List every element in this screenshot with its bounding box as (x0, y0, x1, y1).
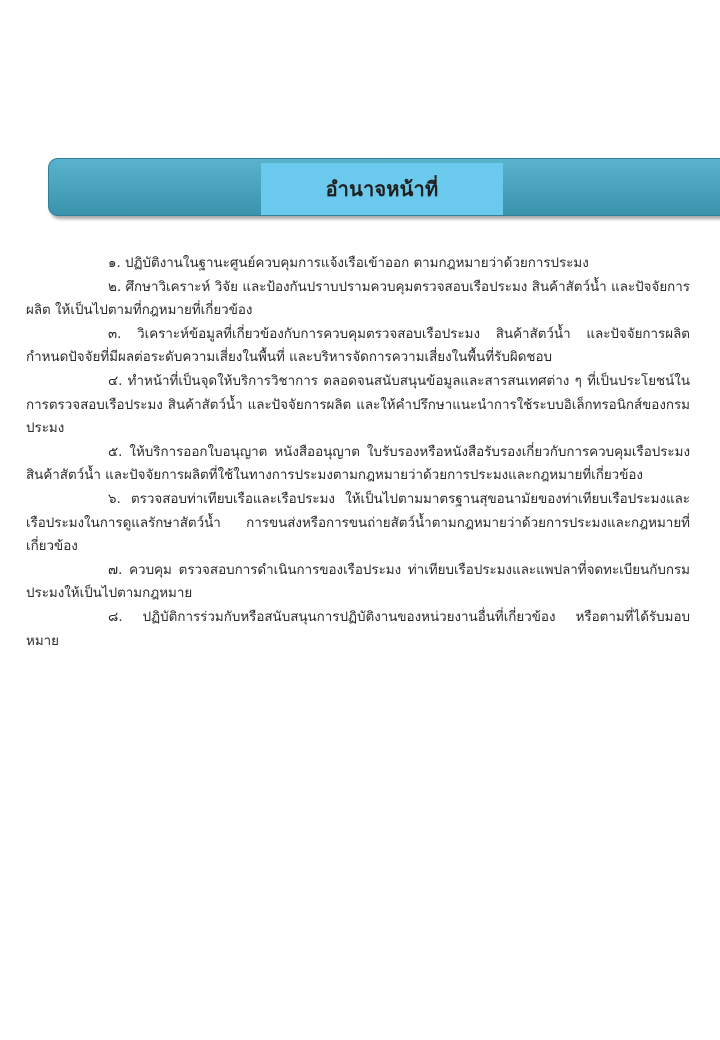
duty-item-2: ๒. ศึกษาวิเคราะห์ วิจัย และป้องกันปราบปรามควบคุมตรวจสอบเรือประมง สินค้าสัตว์น้ำ และปัจจัยการผลิต ให้เป็นไปตามที่กฎหมายที่เกี่ยวข้อง (26, 279, 690, 319)
duty-item-7: ๗. ควบคุม ตรวจสอบการดำเนินการของเรือประมง ท่าเทียบเรือประมงและแพปลาที่จดทะเบียนกับกรมประมงให้เป็นไปตามกฎหมาย (26, 562, 690, 602)
banner-title-box (261, 163, 503, 215)
page-title: อำนาจหน้าที่ (325, 177, 439, 201)
duty-item-6: ๖. ตรวจสอบท่าเทียบเรือและเรือประมง ให้เป็นไปตามมาตรฐานสุขอนามัยของท่าเทียบเรือประมงและเรือประมงในการดูแลรักษาสัตว์น้ำ การขนส่งหรือการขนถ่ายสัตว์น้ำตามกฎหมายว่าด้วยการประมงและกฎหมายที่เกี่ยวข้อง (26, 491, 690, 555)
duty-item-4: ๔. ทำหน้าที่เป็นจุดให้บริการวิชาการ ตลอดจนสนับสนุนข้อมูลและสารสนเทศต่าง ๆ ที่เป็นประโยชน์ในการตรวจสอบเรือประมง สินค้าสัตว์น้ำ และปัจจัยการผลิต และให้คำปรึกษาแนะนำการใช้ระบบอิเล็กทรอนิกส์ของกรมประมง (26, 373, 690, 437)
header-banner (48, 158, 720, 216)
duty-item-3: ๓. วิเคราะห์ข้อมูลที่เกี่ยวข้องกับการควบคุมตรวจสอบเรือประมง สินค้าสัตว์น้ำ และปัจจัยการผลิต กำหนดปัจจัยที่มีผลต่อระดับความเสี่ยงในพื้นที่ และบริหารจัดการความเสี่ยงในพื้นที่รับผิดชอบ (26, 326, 690, 366)
duty-item-1: ๑. ปฏิบัติงานในฐานะศูนย์ควบคุมการแจ้งเรือเข้าออก ตามกฎหมายว่าด้วยการประมง (108, 256, 589, 271)
duty-item-8: ๘. ปฏิบัติการร่วมกับหรือสนับสนุนการปฏิบัติงานของหน่วยงานอื่นที่เกี่ยวข้อง หรือตามที่ได้รับมอบหมาย (26, 609, 690, 649)
duties-list (26, 252, 690, 653)
duty-item-5: ๕. ให้บริการออกใบอนุญาต หนังสืออนุญาต ใบรับรองหรือหนังสือรับรองเกี่ยวกับการควบคุมเรือประมง สินค้าสัตว์น้ำ และปัจจัยการผลิตที่ใช้ในทางการประมงตามกฎหมายว่าด้วยการประมงและกฎหมายที่เกี่ยวข้อง (26, 444, 690, 484)
